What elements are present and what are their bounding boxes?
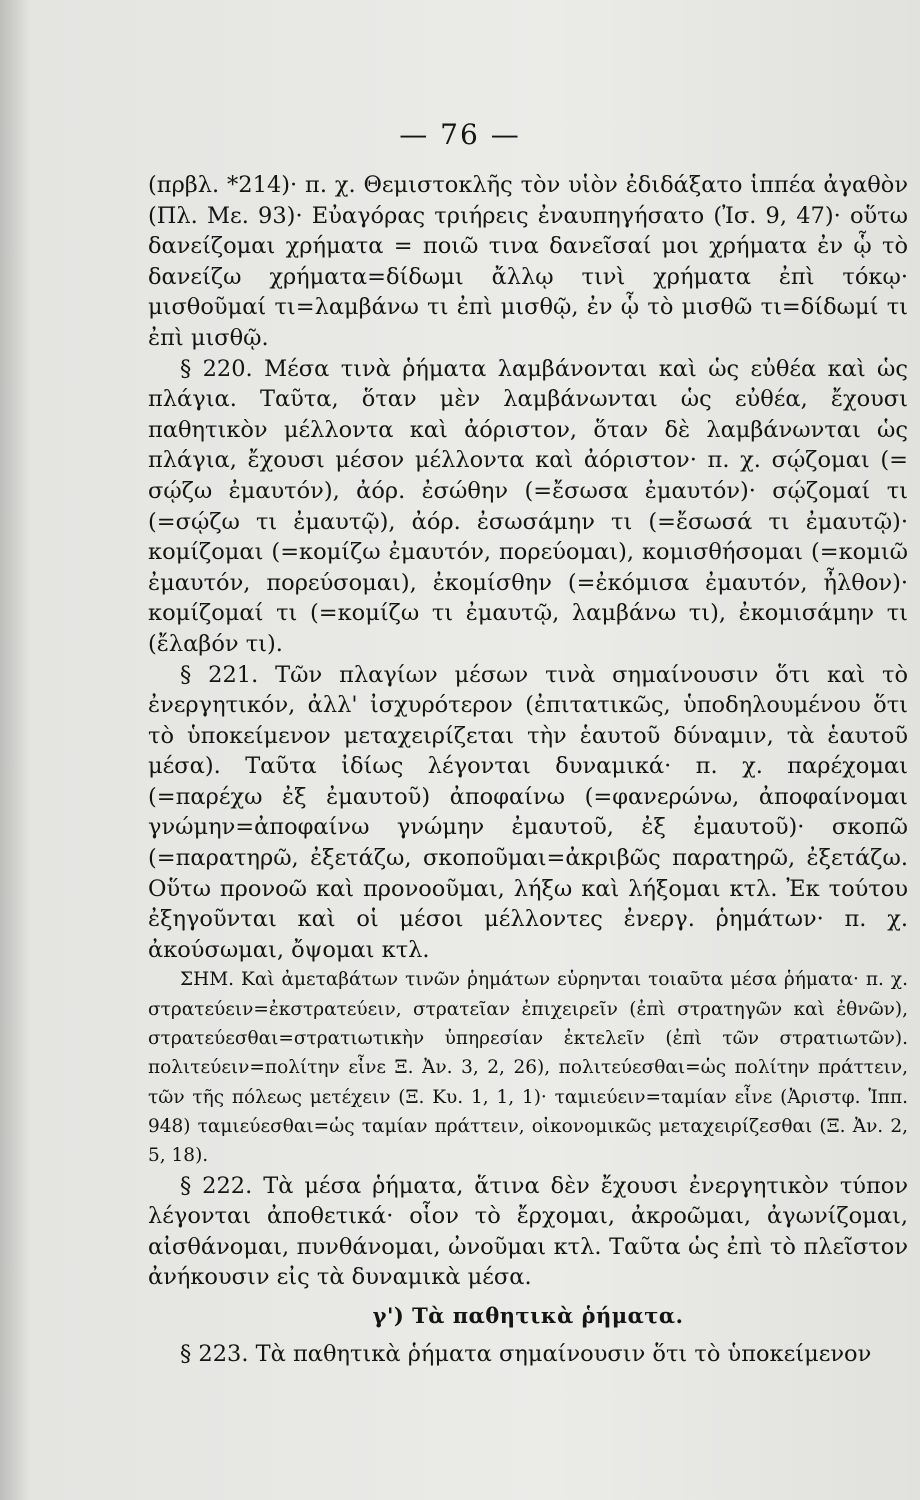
note-paragraph: ΣΗΜ. Καὶ ἀμεταβάτων τινῶν ῥημάτων εὑρηνται τοιαῦτα μέσα ῥήματα· π. χ. στρατεύειν=ἐκστρατεύειν, στρατεῖαν ἐπιχειρεῖν (ἐπὶ στρατηγῶν καὶ ἐθνῶν), στρατεύεσθαι=στρατιωτικὴν ὑπηρεσίαν ἐκτελεῖν (ἐπὶ τῶν στρατιωτῶν). πολιτεύειν=πολίτην εἶνε Ξ. Ἀν. 3, 2, 26), πολιτεύεσθαι=ὡς πολίτην πράττειν, τῶν τῆς πόλεως μετέχειν (Ξ. Κυ. 1, 1, 1)· ταμιεύειν=ταμίαν εἶνε (Ἀριστφ. Ἱππ. 948) ταμιεύεσθαι=ὡς ταμίαν πράττειν, οἰκονομικῶς μεταχειρίζεσθαι (Ξ. Ἀν. 2, 5, 18). bbox=[148, 969, 908, 1167]
paragraph-221: § 221. Τῶν πλαγίων μέσων τινὰ σημαίνουσιν ὅτι καὶ τὸ ἐνεργητικόν, ἀλλ' ἰσχυρότερον (ἐπιτατικῶς, ὑποδηλουμένου ὅτι τὸ ὑποκείμενον μεταχειρίζεται τὴν ἑαυτοῦ δύναμιν, τὰ ἑαυτοῦ μέσα). Ταῦτα ἰδίως λέγονται δυναμικά· π. χ. παρέχομαι (=παρέχω ἐξ ἐμαυτοῦ) ἀποφαίνω (=φανερώνω, ἀποφαίνομαι γνώμην=ἀποφαίνω γνώμην ἐμαυτοῦ, ἐξ ἐμαυτοῦ)· σκοπῶ (=παρατηρῶ, ἐξετάζω, σκοποῦμαι=ἀκριβῶς παρατηρῶ, ἐξετάζω. Οὕτω προνοῶ καὶ προνοοῦμαι, λήξω καὶ λήξομαι κτλ. Ἐκ τούτου ἐξηγοῦνται καὶ οἱ μέσοι μέλλοντες ἐνεργ. ῥημάτων· π. χ. ἀκούσωμαι, ὄψομαι κτλ. bbox=[148, 661, 908, 963]
paragraph-continued: (πρβλ. *214)· π. χ. Θεμιστοκλῆς τὸν υἱὸν ἐδιδάξατο ἱππέα ἀγαθὸν (Πλ. Με. 93)· Εὐαγόρας τριήρεις ἐναυπηγήσατο (Ἰσ. 9, 47)· οὕτω δανείζομαι χρήματα = ποιῶ τινα δανεῖσαί μοι χρήματα ἐν ᾧ τὸ δανείζω χρήματα=δίδωμι ἄλλῳ τινὶ χρήματα ἐπὶ τόκῳ· μισθοῦμαί τι=λαμβάνω τι ἐπὶ μισθῷ, ἐν ᾧ τὸ μισθῶ τι=δίδωμί τι ἐπὶ μισθῷ. bbox=[148, 172, 908, 351]
paragraph-220: § 220. Μέσα τινὰ ῥήματα λαμβάνονται καὶ ὡς εὐθέα καὶ ὡς πλάγια. Ταῦτα, ὅταν μὲν λαμβάνωνται ὡς εὐθέα, ἔχουσι παθητικὸν μέλλοντα καὶ ἀόριστον, ὅταν δὲ λαμβάνωνται ὡς πλάγια, ἔχουσι μέσον μέλλοντα καὶ ἀόριστον· π. χ. σῴζομαι (= σῴζω ἐμαυτόν), ἀόρ. ἐσώθην (=ἔσωσα ἐμαυτόν)· σῴζομαί τι (=σῴζω τι ἐμαυτῷ), ἀόρ. ἐσωσάμην τι (=ἔσωσά τι ἐμαυτῷ)· κομίζομαι (=κομίζω ἐμαυτόν, πορεύομαι), κομισθήσομαι (=κομιῶ ἐμαυτόν, πορεύσομαι), ἐκομίσθην (=ἐκόμισα ἐμαυτόν, ἦλθον)· κομίζομαί τι (=κομίζω τι ἐμαυτῷ, λαμβάνω τι), ἐκομισάμην τι (ἔλαβόν τι). bbox=[148, 355, 908, 657]
paragraph-222: § 222. Τὰ μέσα ῥήματα, ἅτινα δὲν ἔχουσι ἐνεργητικὸν τύπον λέγονται ἀποθετικά· οἷον τὸ ἔρχομαι, ἀκροῶμαι, ἀγωνίζομαι, αἰσθάνομαι, πυνθάνομαι, ὠνοῦμαι κτλ. Ταῦτα ὡς ἐπὶ τὸ πλεῖστον ἀνήκουσιν εἰς τὰ δυναμικὰ μέσα. bbox=[148, 1172, 908, 1291]
page-number: — 76 — bbox=[399, 118, 521, 151]
paragraph-223: § 223. Τὰ παθητικὰ ῥήματα σημαίνουσιν ὅτι τὸ ὑποκείμενον bbox=[180, 1341, 872, 1368]
section-heading: γ') Τὰ παθητικὰ ῥήματα. bbox=[372, 1302, 684, 1328]
page-body bbox=[148, 170, 908, 1370]
